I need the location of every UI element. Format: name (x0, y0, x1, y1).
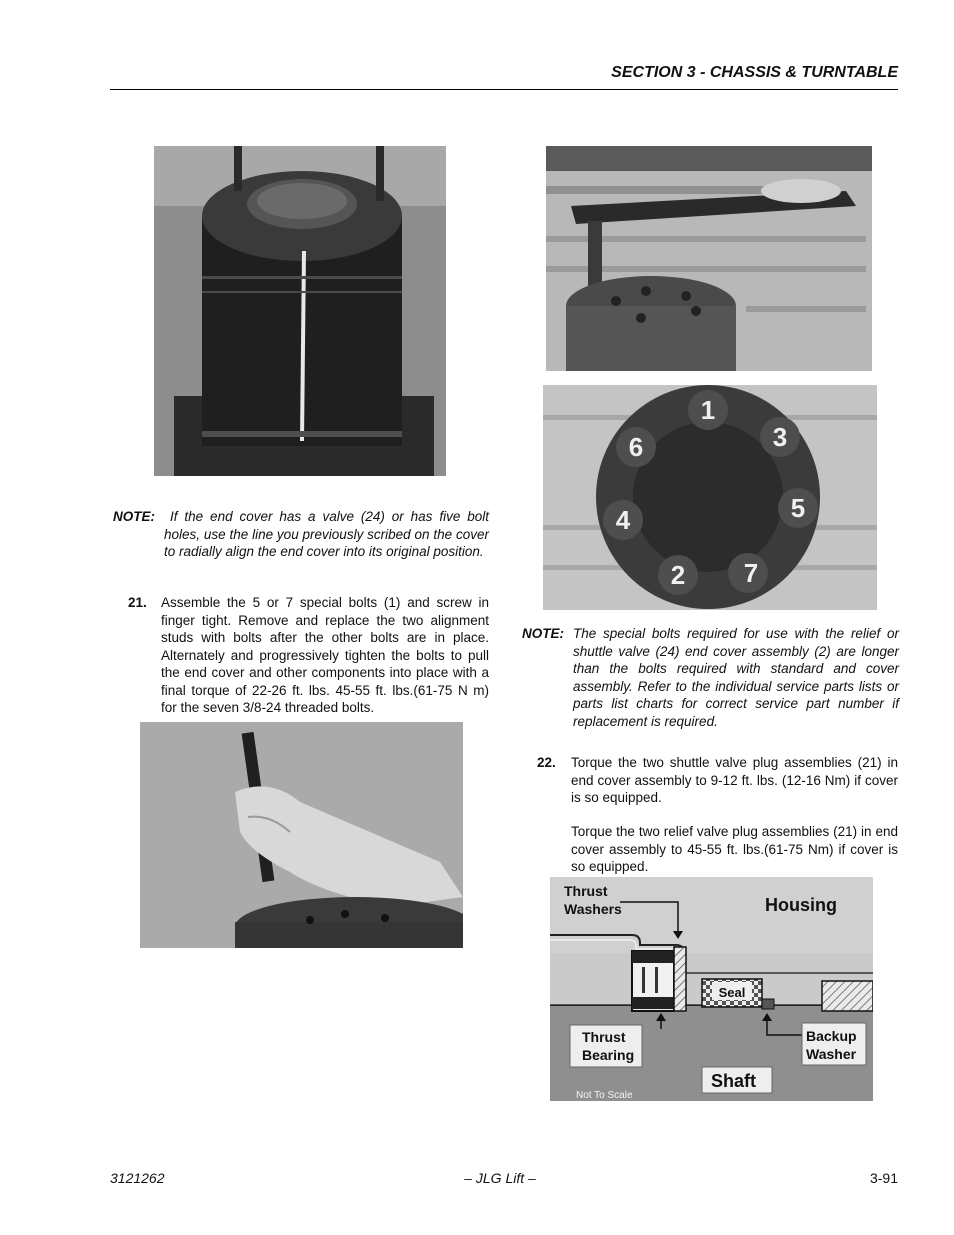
step-22 (537, 754, 898, 879)
note-text: If the end cover has a valve (24) or has five bolt holes, use the line you previously scribed on the cover to radially align the end cover into its original position. (164, 509, 489, 559)
thrust-washers-label-line1: Thrust (564, 883, 608, 899)
step-text: Torque the two shuttle valve plug assemblies (21) in end cover assembly to 9-12 ft. lbs. (12-16 Nm) if cover is so equipped. (571, 755, 898, 805)
bolt-label: 1 (700, 395, 716, 425)
thrust-bearing-label-line2: Bearing (582, 1047, 635, 1063)
section-title: SECTION 3 - CHASSIS & TURNTABLE (611, 64, 898, 81)
note-special-bolts (522, 625, 899, 731)
step-text: Assemble the 5 or 7 special bolts (1) and screw in finger tight. Remove and replace the two alignment studs with bolts after the other bolts are in place. Alternately and progressively tighten the bolts to pull the end cover and other components into place with a final torque of 22-26 ft. lbs. 45-55 ft. lbs.(61-75 N m) for the seven 3/8-24 threaded bolts. (161, 595, 489, 715)
bolt-label: 4 (615, 505, 631, 535)
wrench-torque-photo (546, 146, 872, 371)
note-label: NOTE: (522, 626, 564, 641)
brand-footer: – JLG Lift – (464, 1170, 536, 1186)
bolt-sequence-photo (543, 385, 877, 610)
step-number: 22. (537, 755, 556, 770)
bolt-label: 3 (772, 422, 788, 452)
note-label: NOTE: (113, 509, 155, 524)
header-rule (110, 89, 898, 90)
bolt-label: 5 (790, 493, 806, 523)
page-number: 3-91 (869, 1170, 898, 1186)
step-number: 21. (128, 595, 147, 610)
note-text: The special bolts required for use with the relief or shuttle valve (24) end cover assembly (2) are longer than the bolts required with standard and cover assembly. Refer to the individual service parts lists or parts list charts for correct service part number if replacement is required. (573, 626, 899, 729)
document-number: 3121262 (110, 1170, 165, 1186)
bolt-label: 2 (670, 560, 686, 590)
backup-washer-label-line1: Backup (806, 1028, 857, 1044)
step-text-2: Torque the two relief valve plug assemblies (21) in end cover assembly to 45-55 ft. lbs.(61-75 Nm) if cover is so equipped. (571, 824, 898, 874)
seal-label: Seal (718, 985, 746, 1000)
shaft-label: Shaft (711, 1071, 756, 1091)
thrust-bearing-label-line1: Thrust (582, 1029, 626, 1045)
backup-washer-label-line2: Washer (806, 1046, 857, 1062)
motor-scribed-line-photo (154, 146, 446, 476)
step-21 (128, 594, 489, 719)
bolt-label: 7 (743, 558, 759, 588)
housing-label: Housing (765, 895, 837, 915)
note-end-cover-valve (113, 508, 489, 580)
hand-bolt-photo (140, 722, 463, 948)
not-to-scale-label: Not To Scale (576, 1090, 633, 1101)
seal-cross-section-diagram (550, 877, 873, 1101)
bolt-label: 6 (628, 432, 644, 462)
thrust-washers-label-line2: Washers (564, 901, 622, 917)
